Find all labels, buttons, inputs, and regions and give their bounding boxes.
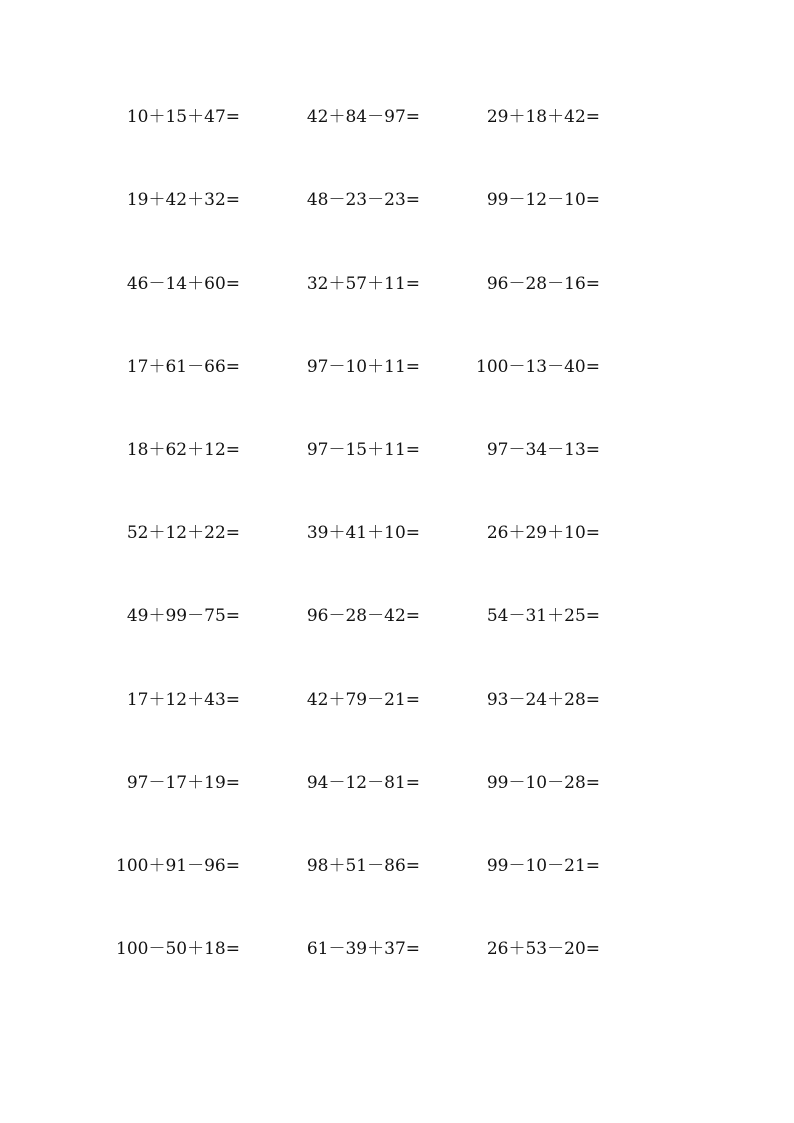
- problem: 97－10＋11=: [306, 357, 420, 377]
- problem: 18＋62＋12=: [126, 440, 240, 460]
- problem-row-1: [0, 105, 794, 129]
- problem: 39＋41＋10=: [306, 523, 420, 543]
- problem: 17＋12＋43=: [126, 690, 240, 710]
- problem: 42＋84－97=: [306, 107, 420, 127]
- problem-row-9: [0, 771, 794, 795]
- problem: 19＋42＋32=: [126, 190, 240, 210]
- problem-row-7: [0, 604, 794, 628]
- problem: 99－10－28=: [486, 773, 600, 793]
- problem: 99－10－21=: [486, 856, 600, 876]
- problem-row-4: [0, 355, 794, 379]
- problem: 32＋57＋11=: [306, 274, 420, 294]
- problem: 100－13－40=: [476, 357, 600, 377]
- problem-row-10: [0, 854, 794, 878]
- problem: 97－34－13=: [486, 440, 600, 460]
- problem: 97－15＋11=: [306, 440, 420, 460]
- problem: 54－31＋25=: [486, 606, 600, 626]
- problem: 26＋53－20=: [486, 939, 600, 959]
- problem-row-2: [0, 188, 794, 212]
- problem: 94－12－81=: [306, 773, 420, 793]
- problem: 61－39＋37=: [306, 939, 420, 959]
- problem-row-8: [0, 688, 794, 712]
- problem: 10＋15＋47=: [126, 107, 240, 127]
- problem: 52＋12＋22=: [126, 523, 240, 543]
- problem: 93－24＋28=: [486, 690, 600, 710]
- problem: 97－17＋19=: [126, 773, 240, 793]
- problem-row-11: [0, 937, 794, 961]
- problem-row-5: [0, 438, 794, 462]
- problem: 46－14＋60=: [126, 274, 240, 294]
- problem: 96－28－16=: [486, 274, 600, 294]
- problem-row-6: [0, 521, 794, 545]
- problem-row-3: [0, 272, 794, 296]
- problem: 49＋99－75=: [126, 606, 240, 626]
- problem: 17＋61－66=: [126, 357, 240, 377]
- problem: 29＋18＋42=: [486, 107, 600, 127]
- problem: 42＋79－21=: [306, 690, 420, 710]
- problem: 98＋51－86=: [306, 856, 420, 876]
- problem: 99－12－10=: [486, 190, 600, 210]
- problem: 96－28－42=: [306, 606, 420, 626]
- problem: 100＋91－96=: [116, 856, 240, 876]
- problem: 26＋29＋10=: [486, 523, 600, 543]
- problem: 48－23－23=: [306, 190, 420, 210]
- problem: 100－50＋18=: [116, 939, 240, 959]
